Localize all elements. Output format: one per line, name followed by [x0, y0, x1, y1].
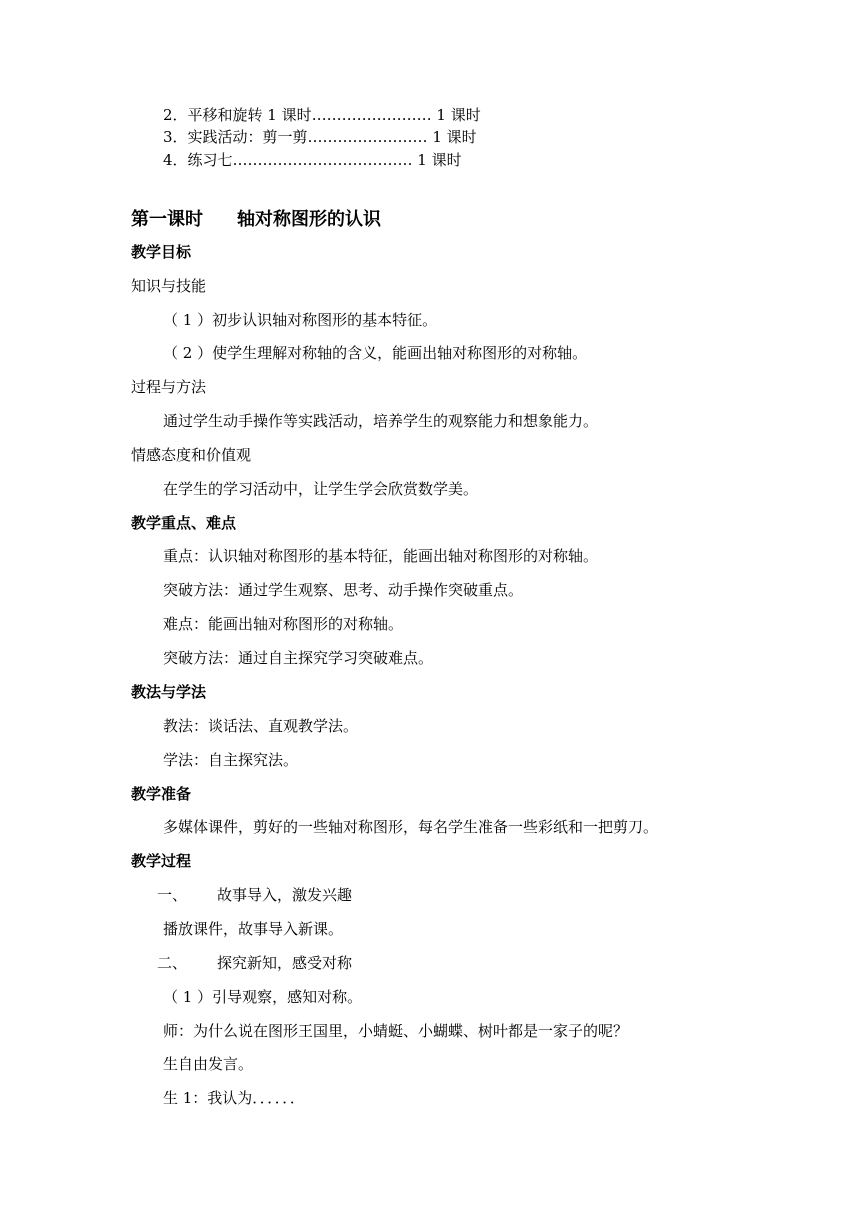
section-heading-key-points: 教学重点、难点 — [131, 514, 237, 532]
step-heading — [157, 953, 352, 973]
section-heading-objectives: 教学目标 — [131, 243, 192, 261]
process-text: 通过学生动手操作等实践活动，培养学生的观察能力和想象能力。 — [163, 412, 599, 430]
objective-item: （ 2 ）使学生理解对称轴的含义，能画出轴对称图形的对称轴。 — [163, 344, 588, 362]
key-point-line: 突破方法：通过自主探究学习突破难点。 — [163, 649, 434, 667]
key-point-line: 重点：认识轴对称图形的基本特征，能画出轴对称图形的对称轴。 — [163, 547, 599, 565]
lesson-title — [131, 210, 381, 230]
subheading-process: 过程与方法 — [131, 378, 207, 396]
step-line: 师：为什么说在图形王国里，小蜻蜓、小蝴蝶、树叶都是一家子的呢？ — [163, 1022, 629, 1040]
toc-item: 4．练习七……………………………… 1 课时 — [163, 151, 462, 169]
key-point-line: 突破方法：通过学生观察、思考、动手操作突破重点。 — [163, 581, 524, 599]
subheading-knowledge: 知识与技能 — [131, 277, 207, 295]
toc-item: 3．实践活动：剪一剪…………………… 1 课时 — [163, 128, 477, 146]
emotion-text: 在学生的学习活动中，让学生学会欣赏数学美。 — [163, 480, 479, 498]
step-number: 一、 — [157, 886, 188, 904]
step-line: （ 1 ）引导观察，感知对称。 — [163, 988, 363, 1006]
step-heading — [157, 885, 352, 905]
method-line: 学法：自主探究法。 — [163, 751, 299, 769]
step-number: 二、 — [157, 954, 188, 972]
objective-item: （ 1 ）初步认识轴对称图形的基本特征。 — [163, 311, 438, 329]
section-heading-methods: 教法与学法 — [131, 683, 207, 701]
step-line: 生自由发言。 — [163, 1055, 254, 1073]
lesson-name: 轴对称图形的认识 — [237, 209, 381, 230]
step-title: 故事导入，激发兴趣 — [217, 886, 353, 904]
section-heading-process: 教学过程 — [131, 852, 192, 870]
preparation-text: 多媒体课件，剪好的一些轴对称图形，每名学生准备一些彩纸和一把剪刀。 — [163, 818, 659, 836]
section-heading-preparation: 教学准备 — [131, 785, 192, 803]
subheading-emotion: 情感态度和价值观 — [131, 446, 252, 464]
step-title: 探究新知，感受对称 — [217, 954, 353, 972]
key-point-line: 难点：能画出轴对称图形的对称轴。 — [163, 615, 404, 633]
step-text: 播放课件，故事导入新课。 — [163, 920, 344, 938]
toc-item: 2．平移和旋转 1 课时…………………… 1 课时 — [163, 106, 481, 124]
method-line: 教法：谈话法、直观教学法。 — [163, 717, 359, 735]
lesson-number: 第一课时 — [131, 209, 203, 230]
step-line: 生 1：我认为．．．．．． — [163, 1089, 305, 1107]
